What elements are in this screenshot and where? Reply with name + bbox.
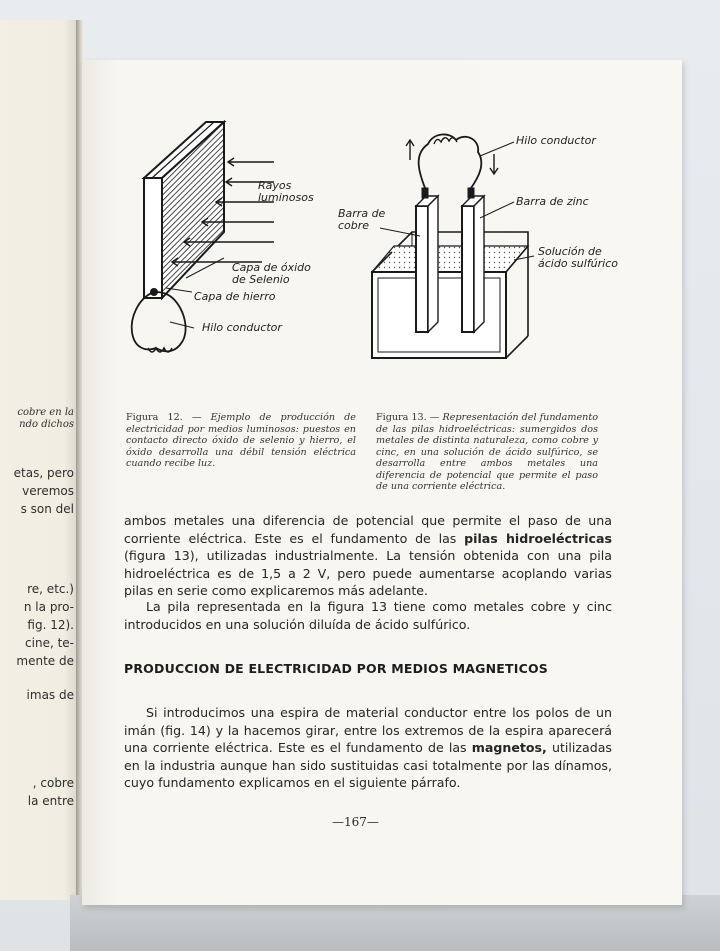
section-heading: PRODUCCION DE ELECTRICIDAD POR MEDIOS MAGNETICOS: [124, 661, 548, 676]
left-page-fragment: ndo dichos: [19, 419, 74, 430]
left-page-fragment: la entre: [27, 794, 74, 808]
figure-12-caption-text: — Ejemplo de producción de electricidad por medios luminosos: puestos en contacto directo óxido de selenio y hierro, el óxido desarrolla una débil tensión eléctrica cuando recibe luz.: [126, 412, 356, 469]
fig13-label-acid-solution: Solución de ácido sulfúrico: [538, 245, 619, 270]
paragraph-magnetos-text-1: Si introducimos una espira de material conductor entre los polos de un imán (fig. 14) y la hacemos girar, entre los extremos de la espira aparecerá una corriente eléctrica. Este es el fundamento de las: [124, 705, 612, 755]
paragraph-pilas-text-1: ambos metales una diferencia de potencial que permite el paso de una corriente eléctrica. Este es el fundamento de las: [124, 513, 612, 546]
paragraph-magnetos-bold: magnetos,: [471, 740, 547, 755]
fig13-label-copper-bar: Barra de cobre: [338, 207, 386, 232]
fig12-label-selenium-oxide: Capa de óxido de Selenio: [232, 261, 311, 286]
paragraph-magnetos: [124, 704, 612, 792]
left-page-fragment: s son del: [20, 502, 74, 516]
figure-12-drawing: [132, 122, 274, 352]
left-page-fragment: fig. 12).: [27, 618, 74, 632]
figure-12-caption-number: Figura 12.: [126, 412, 183, 423]
figure-13-drawing: [372, 134, 534, 358]
figure-13-caption-number: Figura 13.: [376, 412, 427, 423]
figure-13-caption: [376, 412, 598, 493]
left-page-fragment: veremos: [22, 484, 74, 498]
paragraph-pilas-bold: pilas hidroeléctricas: [464, 530, 612, 546]
left-page: [0, 20, 80, 900]
paragraph-pilas-text-2: (figura 13), utilizadas industrialmente. La tensión obtenida con una pila hidroeléctrica es de 1,5 a 2 V, pero puede aumentarse acoplando varias pilas en serie como explicaremos más adelante.: [124, 548, 612, 598]
figure-13-caption-text: — Representación del fundamento de las pilas hidroeléctricas: sumergidos dos metales de distinta naturaleza, como cobre y cinc, en una solución de ácido sulfúrico, se desarrolla entre ambos metales una diferencia de potencial que permite el paso de una corriente eléctrica.: [376, 412, 598, 492]
fig13-label-wire: Hilo conductor: [516, 134, 596, 147]
left-page-fragment: cobre en la: [17, 407, 74, 418]
paragraph-magnetos-text-2: utilizadas en la industria aunque han sido sustituidas casi totalmente por las dínamos, cuyo fundamento explicamos en el siguiente párrafo.: [124, 740, 612, 790]
page-number: —167—: [332, 815, 379, 829]
left-page-fragment: mente de: [16, 654, 74, 668]
left-page-fragment: etas, pero: [13, 466, 74, 480]
figure-12-caption: [126, 412, 356, 470]
fig12-label-rays: Rayos luminosos: [258, 179, 314, 204]
fig12-label-iron-layer: Capa de hierro: [194, 290, 276, 303]
left-page-fragment: , cobre: [32, 776, 74, 790]
figures-area: [82, 60, 682, 420]
left-page-fragment: imas de: [26, 688, 74, 702]
left-page-fragment: n la pro-: [23, 600, 74, 614]
right-page: [82, 60, 682, 905]
paragraph-figura-13: La pila representada en la figura 13 tiene como metales cobre y cinc introducidos en una solución diluída de ácido sulfúrico.: [124, 599, 612, 632]
fig13-label-zinc-bar: Barra de zinc: [516, 195, 589, 208]
paragraph-pilas: [124, 512, 612, 600]
left-page-fragment: cine, te-: [25, 636, 74, 650]
fig12-label-wire: Hilo conductor: [202, 321, 282, 334]
left-page-fragment: re, etc.): [27, 582, 74, 596]
